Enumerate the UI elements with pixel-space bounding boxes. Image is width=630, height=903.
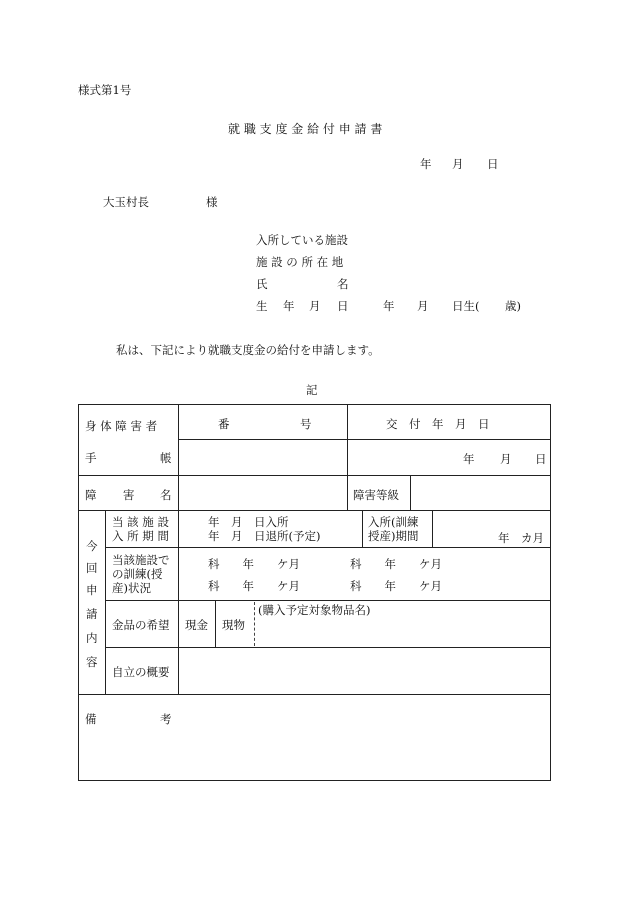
issue-day: 日 <box>535 452 547 466</box>
name-label-first: 氏 <box>256 277 268 291</box>
birth-day-born: 日生( <box>452 299 480 313</box>
current-app-char-4: 請 <box>86 607 98 621</box>
goods-items-label: (購入予定対象物品名) <box>258 603 371 617</box>
issue-month: 月 <box>500 452 512 466</box>
training-status-label-1: 当該施設で <box>112 553 170 567</box>
independence-label: 自立の概要 <box>112 665 170 679</box>
disability-name-char-1: 障 <box>85 488 97 502</box>
handbook-label: 身 体 障 害 者 <box>85 419 158 433</box>
course-entry-1: 科 年 ケ月 <box>208 557 300 571</box>
ki-label: 記 <box>306 383 318 397</box>
addressee-name: 大玉村長 <box>103 195 149 209</box>
date-day: 日 <box>487 157 499 171</box>
entry-date: 年 月 日入所 <box>208 515 289 529</box>
handbook-label-char-2: 帳 <box>160 451 172 465</box>
facility-label: 入所している施設 <box>256 233 348 247</box>
addressee-honorific: 様 <box>206 195 218 209</box>
disability-grade-label: 障害等級 <box>353 488 399 502</box>
number-label-first: 番 <box>218 417 230 431</box>
statement-text: 私は、下記により就職支度金の給付を申請します。 <box>116 343 380 357</box>
remarks-label-char-1: 備 <box>85 712 97 726</box>
training-status-label-3: 産)状況 <box>112 581 151 595</box>
current-app-char-6: 容 <box>86 655 98 669</box>
money-preference-label: 金品の希望 <box>112 618 170 632</box>
age-label: 歳) <box>505 299 521 313</box>
disability-name-char-3: 名 <box>160 488 172 502</box>
facility-address-label: 施 設 の 所 在 地 <box>256 255 344 269</box>
birth-era-day: 日 <box>337 299 349 313</box>
current-app-char-1: 今 <box>86 539 98 553</box>
training-period-label-1: 入所(訓練 <box>368 515 419 529</box>
remarks-label-char-2: 考 <box>160 712 172 726</box>
birth-era-year: 年 <box>283 299 295 313</box>
name-label-second: 名 <box>337 277 349 291</box>
current-app-char-2: 回 <box>86 561 98 575</box>
training-status-label-2: の訓練(授 <box>112 567 163 581</box>
disability-name-char-2: 害 <box>123 488 135 502</box>
current-app-char-3: 申 <box>86 583 98 597</box>
date-year: 年 <box>420 157 432 171</box>
course-entry-3: 科 年 ケ月 <box>208 579 300 593</box>
birth-month: 月 <box>417 299 429 313</box>
course-entry-4: 科 年 ケ月 <box>350 579 442 593</box>
number-label-second: 号 <box>300 417 312 431</box>
training-period-label-2: 授産)期間 <box>368 529 419 543</box>
current-app-char-5: 内 <box>86 631 98 645</box>
training-period-value: 年 カ月 <box>498 531 544 545</box>
goods-option: 現物 <box>222 618 245 632</box>
exit-date: 年 月 日退所(予定) <box>208 529 321 543</box>
page-title: 就 職 支 度 金 給 付 申 請 書 <box>228 122 383 136</box>
birth-era-month: 月 <box>309 299 321 313</box>
handbook-label-char-1: 手 <box>85 451 97 465</box>
issue-date-label: 交 付 年 月 日 <box>386 417 490 431</box>
cash-option: 現金 <box>185 618 208 632</box>
facility-period-label-1: 当 該 施 設 <box>112 515 169 529</box>
birth-year: 年 <box>383 299 395 313</box>
facility-period-label-2: 入 所 期 間 <box>112 529 169 543</box>
birth-label: 生 <box>256 299 268 313</box>
issue-year: 年 <box>463 452 475 466</box>
course-entry-2: 科 年 ケ月 <box>350 557 442 571</box>
form-number: 様式第1号 <box>78 83 132 97</box>
date-month: 月 <box>452 157 464 171</box>
